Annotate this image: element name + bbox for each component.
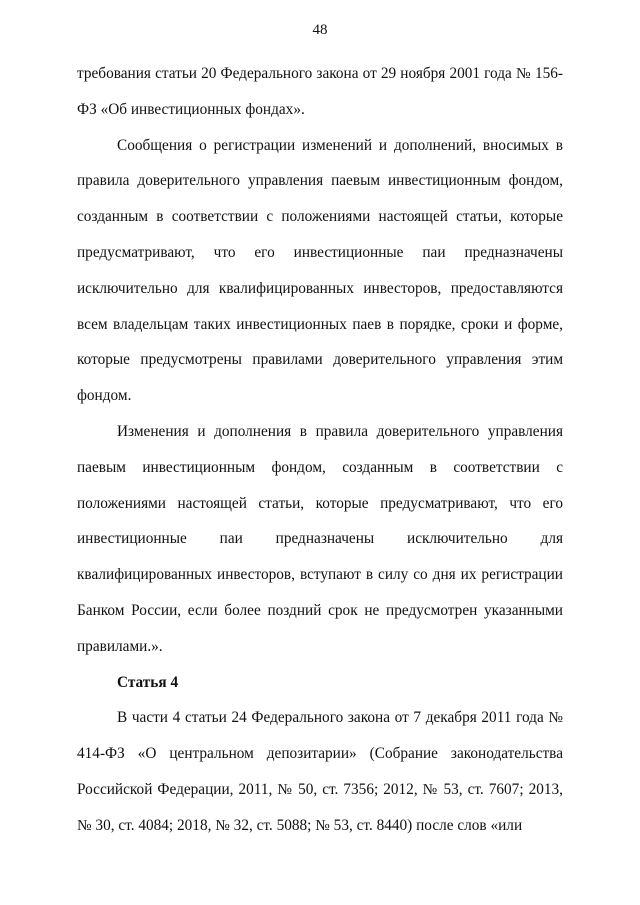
paragraph-continuation: требования статьи 20 Федерального закона от 29 ноября 2001 года № 156-ФЗ «Об инвестиционных фондах». (77, 65, 563, 118)
article-heading: Статья 4 (117, 673, 179, 691)
paragraph-notifications: Сообщения о регистрации изменений и дополнений, вносимых в правила доверительного управления паевым инвестиционным фондом, созданным в соответствии с положениями настоящей статьи, которые предусматривают, что его инвестиционные паи предназначены исключительно для квалифицированных инвесторов, предоставляются всем владельцам таких инвестиционных паев в порядке, сроки и форме, которые предусмотрены правилами доверительного управления этим фондом. (77, 136, 563, 405)
page-number: 48 (312, 22, 328, 38)
document-body (77, 56, 563, 844)
paragraph-amendments: Изменения и дополнения в правила доверительного управления паевым инвестиционным фондом, созданным в соответствии с положениями настоящей статьи, которые предусматривают, что его инвестиционные паи предназначены исключительно для квалифицированных инвесторов, вступают в силу со дня их регистрации Банком России, если более поздний срок не предусмотрен указанными правилами.». (77, 422, 563, 655)
paragraph-article-text: В части 4 статьи 24 Федерального закона от 7 декабря 2011 года № 414-ФЗ «О центральном депозитарии» (Собрание законодательства Российской Федерации, 2011, № 50, ст. 7356; 2012, № 53, ст. 7607; 2013, № 30, ст. 4084; 2018, № 32, ст. 5088; № 53, ст. 8440) после слов «или (77, 709, 563, 834)
